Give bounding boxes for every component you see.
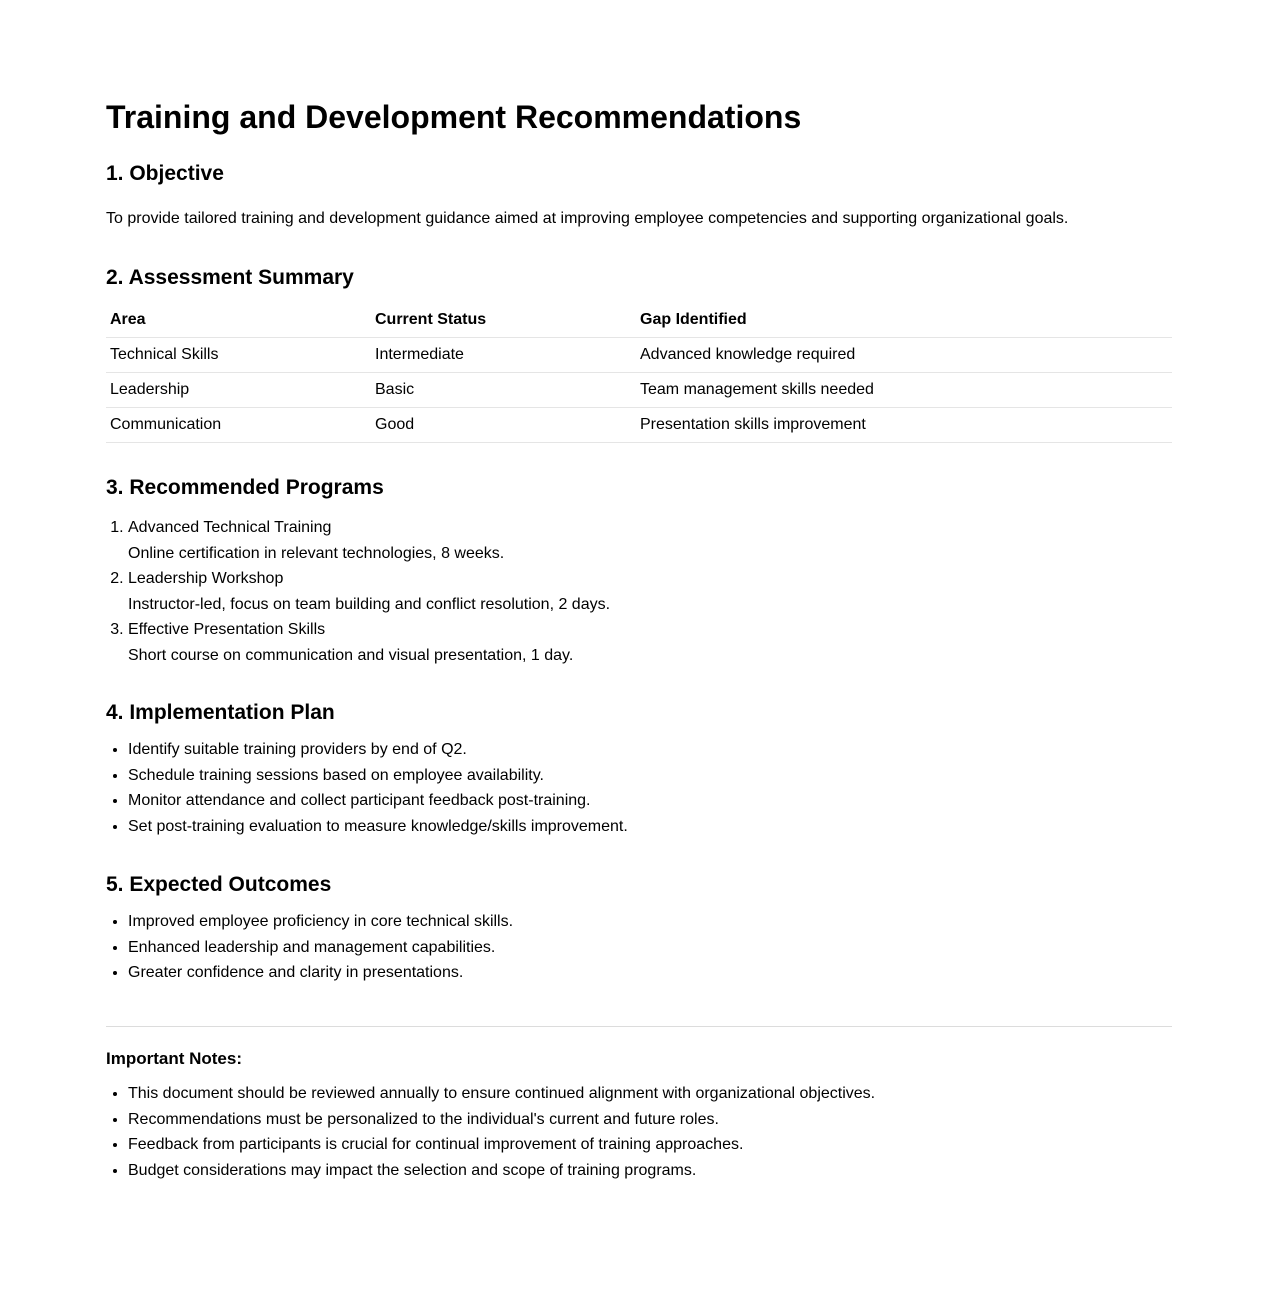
table-header-row bbox=[106, 303, 1172, 338]
table-cell: Team management skills needed bbox=[636, 373, 1172, 408]
program-title: Advanced Technical Training bbox=[128, 519, 332, 536]
list-item: • Recommendations must be personalized to the individual's current and future roles. bbox=[128, 1107, 1172, 1133]
outcomes-heading: 5. Expected Outcomes bbox=[106, 872, 332, 896]
table-row bbox=[106, 408, 1172, 443]
list-item bbox=[128, 515, 1172, 566]
list-item: • Improved employee proficiency in core technical skills. bbox=[128, 909, 1172, 935]
table-cell: Basic bbox=[371, 373, 636, 408]
objective-heading: 1. Objective bbox=[106, 162, 224, 185]
programs-list bbox=[106, 515, 1172, 668]
list-item: • This document should be reviewed annually to ensure continued alignment with organizational objectives. bbox=[128, 1081, 1172, 1107]
assessment-heading: 2. Assessment Summary bbox=[106, 266, 354, 289]
outcomes-list bbox=[106, 909, 1172, 986]
page-title: Training and Development Recommendations bbox=[106, 99, 802, 135]
list-item bbox=[128, 617, 1172, 668]
table-cell: Technical Skills bbox=[106, 338, 371, 373]
column-header-current-status: Current Status bbox=[371, 303, 636, 338]
list-item: • Budget considerations may impact the selection and scope of training programs. bbox=[128, 1158, 1172, 1184]
table-row bbox=[106, 373, 1172, 408]
implementation-heading: 4. Implementation Plan bbox=[106, 701, 335, 724]
programs-heading: 3. Recommended Programs bbox=[106, 476, 384, 499]
table-row bbox=[106, 338, 1172, 373]
program-title: Effective Presentation Skills bbox=[128, 621, 326, 638]
divider bbox=[106, 1026, 1172, 1027]
table-cell: Leadership bbox=[106, 373, 371, 408]
table-cell: Intermediate bbox=[371, 338, 636, 373]
table-cell: Communication bbox=[106, 408, 371, 443]
program-detail: Instructor-led, focus on team building and conflict resolution, 2 days. bbox=[128, 595, 611, 613]
notes-heading: Important Notes: bbox=[106, 1048, 242, 1068]
list-item: • Monitor attendance and collect participant feedback post-training. bbox=[128, 788, 1172, 814]
list-item: • Feedback from participants is crucial for continual improvement of training approaches. bbox=[128, 1132, 1172, 1158]
column-header-gap-identified: Gap Identified bbox=[636, 303, 1172, 338]
program-detail: Short course on communication and visual presentation, 1 day. bbox=[128, 646, 574, 664]
objective-text: To provide tailored training and development guidance aimed at improving employee competencies and supporting organizational goals. bbox=[106, 210, 1069, 227]
list-item bbox=[128, 566, 1172, 617]
program-title: Leadership Workshop bbox=[128, 570, 284, 587]
notes-list bbox=[106, 1081, 1172, 1184]
list-item: • Greater confidence and clarity in presentations. bbox=[128, 960, 1172, 986]
document bbox=[106, 0, 1172, 1184]
assessment-table bbox=[106, 303, 1172, 443]
list-item: • Identify suitable training providers by end of Q2. bbox=[128, 737, 1172, 763]
list-item: • Enhanced leadership and management capabilities. bbox=[128, 935, 1172, 961]
table-cell: Presentation skills improvement bbox=[636, 408, 1172, 443]
list-item: • Set post-training evaluation to measure knowledge/skills improvement. bbox=[128, 814, 1172, 840]
table-cell: Good bbox=[371, 408, 636, 443]
list-item: • Schedule training sessions based on employee availability. bbox=[128, 763, 1172, 789]
table-cell: Advanced knowledge required bbox=[636, 338, 1172, 373]
implementation-list bbox=[106, 737, 1172, 840]
column-header-area: Area bbox=[106, 303, 371, 338]
program-detail: Online certification in relevant technologies, 8 weeks. bbox=[128, 544, 505, 562]
